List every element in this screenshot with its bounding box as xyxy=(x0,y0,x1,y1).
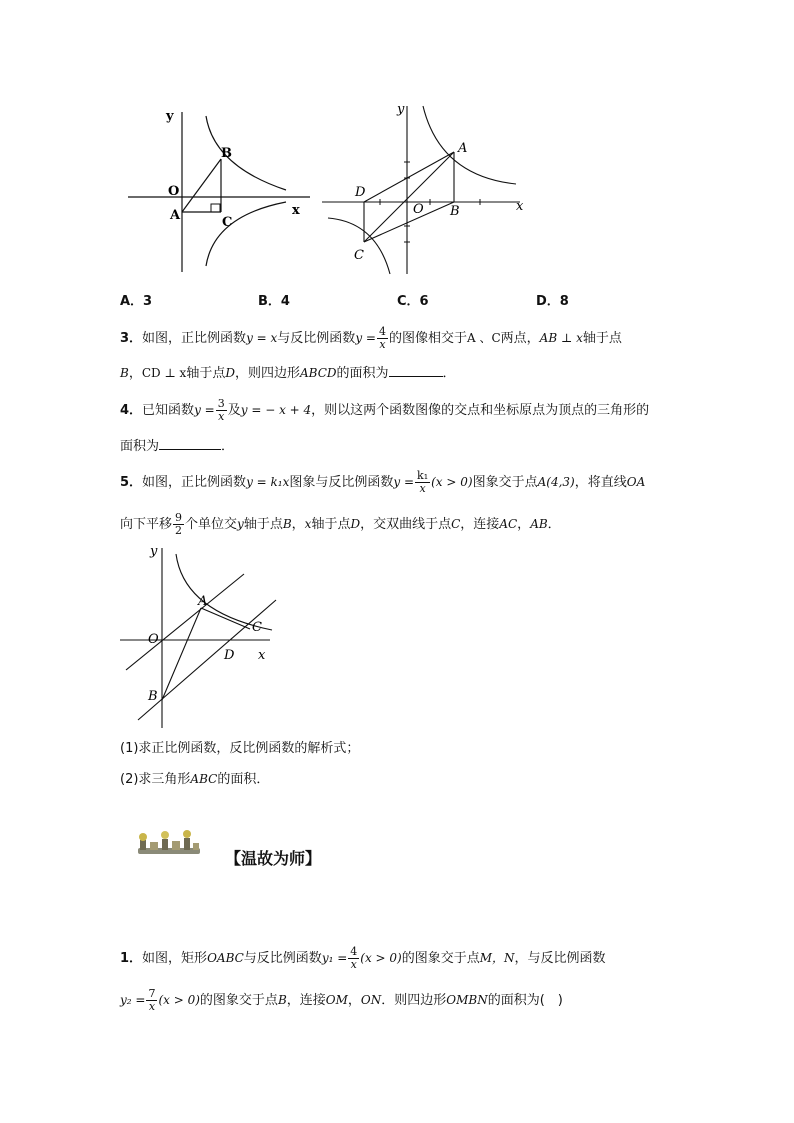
q5-number: 5． xyxy=(120,475,143,490)
section-heading: 【温故为师】 xyxy=(225,849,322,868)
fig1-label-o: O xyxy=(168,184,180,199)
q4-line-1: 4．已知函数y = $\frac{3}{x}$ 及y = − x + 4，则以这两个函数图像的交点和坐标原点为顶点的三角形的 xyxy=(120,397,650,423)
fig3-label-o: O xyxy=(148,632,159,647)
q3-line-1: 3．如图，正比例函数y = x与反比例函数y = $\frac{4}{x}$ 的图像相交于A 、C两点，AB ⊥ x轴于点 xyxy=(120,325,622,351)
fig3-segment-ac xyxy=(201,608,250,629)
fig3-label-b: B xyxy=(148,689,158,704)
q4-number: 4． xyxy=(120,403,143,418)
choice-b: B．4 xyxy=(258,294,290,309)
fig3-line-bd xyxy=(138,600,276,720)
fig3-hyperbola xyxy=(176,554,272,630)
fig2-curve-upper xyxy=(423,106,516,184)
r1-fraction-1: $\frac{4}{x}$ xyxy=(350,945,358,971)
q5-subquestion-1: (1)求正比例函数，反比例函数的解析式； xyxy=(120,741,360,756)
r1-fraction-2: $\frac{7}{x}$ xyxy=(148,987,156,1013)
q3-fraction: $\frac{4}{x}$ xyxy=(378,325,386,351)
fig3-label-y: y xyxy=(150,544,158,559)
q5-shift-fraction: $\frac{9}{2}$ xyxy=(175,511,183,537)
r1-line-1: 1．如图，矩形OABC与反比例函数y₁ = $\frac{4}{x}$ (x > 0)的图象交于点M，N，与反比例函数 xyxy=(120,945,606,971)
q4-line-2: 面积为 ． xyxy=(120,439,235,454)
fig1-label-y: y xyxy=(166,109,174,124)
fig2-label-a: A xyxy=(458,141,468,156)
fig3-segment-ab xyxy=(162,608,201,700)
q5-subquestion-2: (2)求三角形ABC的面积． xyxy=(120,772,270,787)
decorative-banner-icon xyxy=(138,828,200,856)
choice-a: A．3 xyxy=(120,294,153,309)
figure-3-shifted-line xyxy=(118,540,288,732)
choice-c: C．6 xyxy=(397,294,429,309)
fig3-label-d: D xyxy=(224,648,235,663)
fig2-label-b: B xyxy=(450,204,460,219)
fig3-label-x: x xyxy=(258,648,266,663)
fig1-label-b: B xyxy=(221,146,232,161)
q4-answer-blank[interactable] xyxy=(159,449,221,450)
q3-line-2: B，CD ⊥ x轴于点D，则四边形ABCD的面积为 ． xyxy=(120,366,456,381)
fig1-right-angle-mark xyxy=(211,204,220,212)
q4-fraction: $\frac{3}{x}$ xyxy=(217,397,225,423)
choice-d: D．8 xyxy=(536,294,569,309)
fig1-label-x: x xyxy=(292,203,300,218)
fig2-segment-cb xyxy=(364,202,454,242)
fig3-label-a: A xyxy=(198,594,208,609)
q3-number: 3． xyxy=(120,331,143,346)
q5-line-2: 向下平移 $\frac{9}{2}$ 个单位交y轴于点B，x轴于点D，交双曲线于点C，连接AC，AB． xyxy=(120,511,561,537)
q3-answer-blank[interactable] xyxy=(389,376,443,377)
r1-number: 1． xyxy=(120,951,143,966)
fig3-label-c: C xyxy=(252,620,262,635)
r1-line-2: y₂ = $\frac{7}{x}$ (x > 0)的图象交于点B，连接OM，ON．则四边形OMBN的面积为( ) xyxy=(120,987,563,1013)
fig2-segment-da xyxy=(364,152,454,202)
fig2-label-o: O xyxy=(413,202,424,217)
fig1-label-c: C xyxy=(222,215,233,230)
fig1-curve-upper xyxy=(206,116,286,190)
fig2-curve-lower xyxy=(328,218,390,274)
fig2-label-y: y xyxy=(397,102,405,117)
fig2-label-x: x xyxy=(516,199,524,214)
fig2-label-d: D xyxy=(355,185,366,200)
fig2-diagonal-ac xyxy=(364,152,454,242)
fig2-label-c: C xyxy=(354,248,364,263)
figure-1-hyperbola-triangle xyxy=(120,100,320,280)
q5-fraction: $\frac{\text{k₁}}{x}$ xyxy=(417,469,429,495)
fig1-label-a: A xyxy=(170,208,181,223)
figure-2-parallelogram xyxy=(320,98,530,280)
q5-line-1: 5．如图，正比例函数y = k₁x图象与反比例函数y = $\frac{\text{k₁}}{x}$ (x > 0)图象交于点A(4,3)，将直线OA xyxy=(120,469,646,495)
